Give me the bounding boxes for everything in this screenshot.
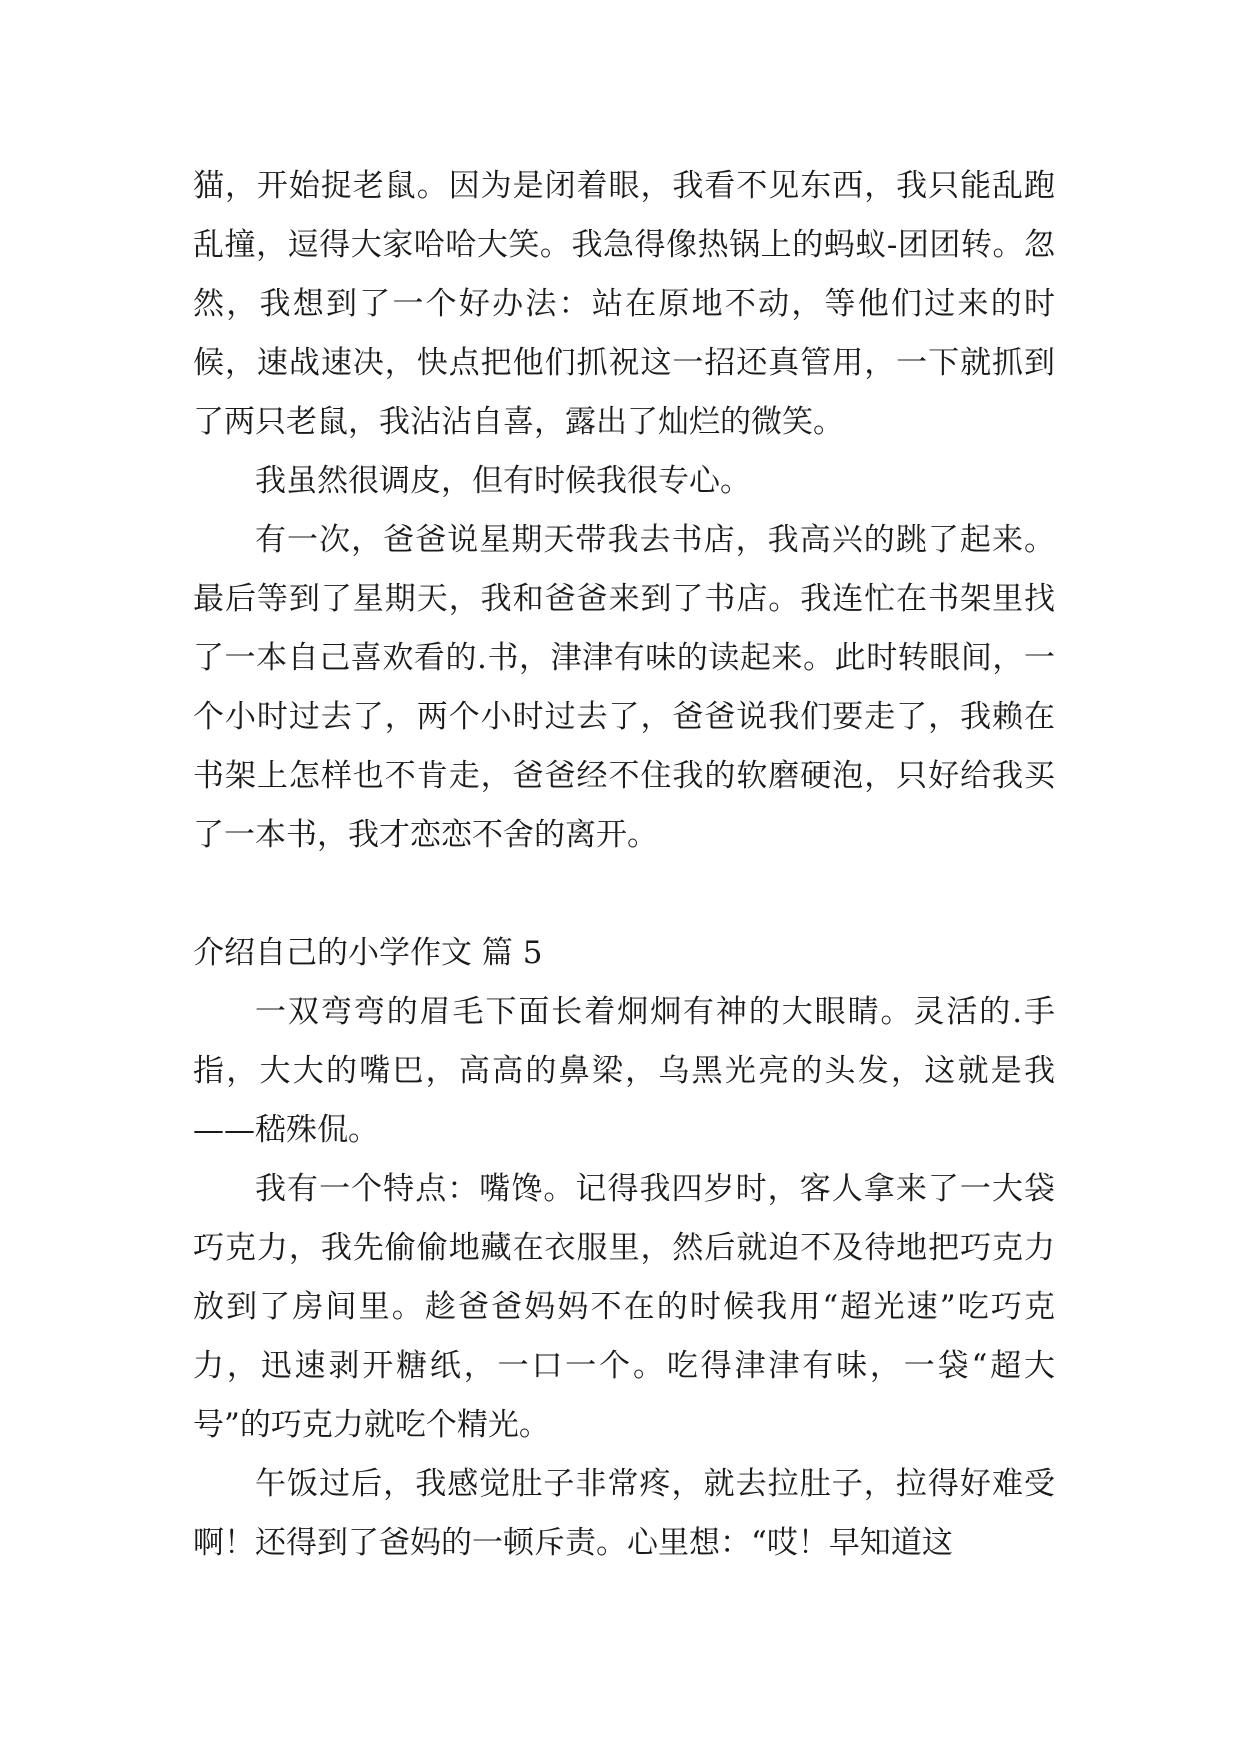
section-title: 介绍自己的小学作文 篇 5 xyxy=(193,935,543,971)
paragraph-5: 我有一个特点：嘴馋。记得我四岁时，客人拿来了一大袋巧克力，我先偷偷地藏在衣服里，然后就迫不及待地把巧克力放到了房间里。趁爸爸妈妈不在的时候我用“超光速”吃巧克力，迅速剥开糖纸，一口一个。吃得津津有味，一袋“超大号”的巧克力就吃个精光。 xyxy=(193,1171,1055,1443)
continued-paragraph: 猫，开始捉老鼠。因为是闭着眼，我看不见东西，我只能乱跑乱撞，逗得大家哈哈大笑。我急得像热锅上的蚂蚁-团团转。忽然，我想到了一个好办法：站在原地不动，等他们过来的时候，速战速决，快点把他们抓祝这一招还真管用，一下就抓到了两只老鼠，我沾沾自喜，露出了灿烂的微笑。 xyxy=(193,168,1055,440)
paragraph-2: 我虽然很调皮，但有时候我很专心。 xyxy=(255,463,751,499)
paragraph-6: 午饭过后，我感觉肚子非常疼，就去拉肚子，拉得好难受啊！还得到了爸妈的一顿斥责。心里想：“哎！早知道这 xyxy=(193,1466,1055,1561)
paragraph-4: 一双弯弯的眉毛下面长着炯炯有神的大眼睛。灵活的.手指，大大的嘴巴，高高的鼻梁，乌黑光亮的头发，这就是我——嵇殊侃。 xyxy=(193,994,1055,1148)
document-page xyxy=(193,157,1055,1573)
paragraph-3: 有一次，爸爸说星期天带我去书店，我高兴的跳了起来。最后等到了星期天，我和爸爸来到了书店。我连忙在书架里找了一本自己喜欢看的.书，津津有味的读起来。此时转眼间，一个小时过去了，两个小时过去了，爸爸说我们要走了，我赖在书架上怎样也不肯走，爸爸经不住我的软磨硬泡，只好给我买了一本书，我才恋恋不舍的离开。 xyxy=(193,522,1055,853)
